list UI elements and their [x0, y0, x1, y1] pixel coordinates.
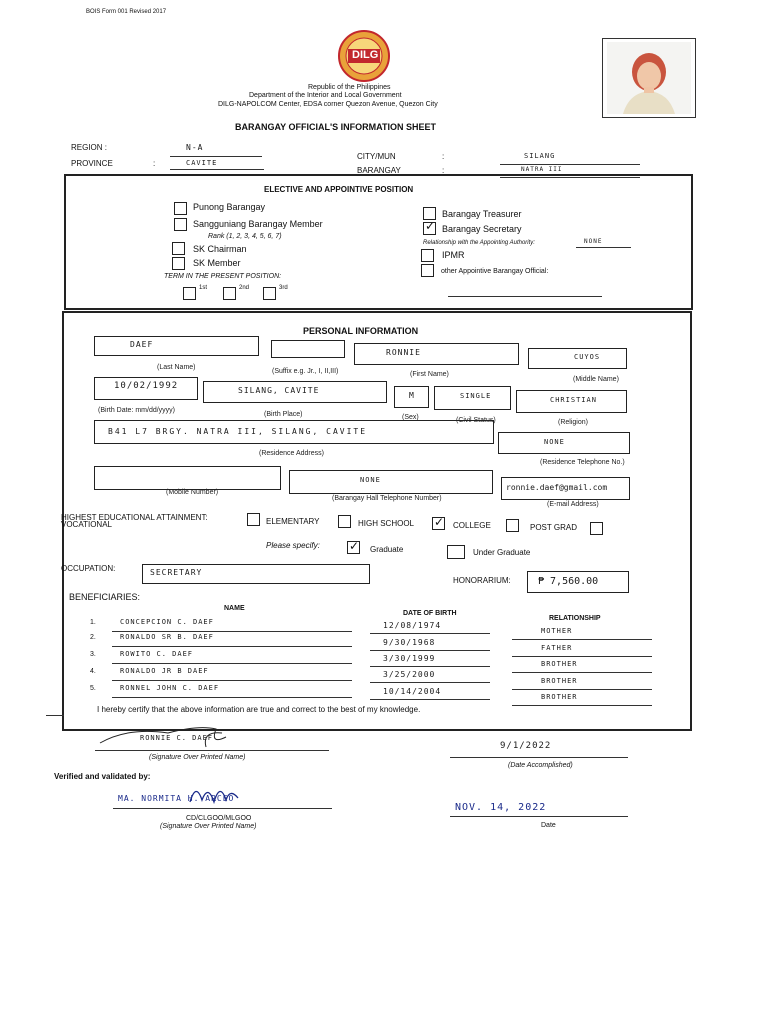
religion-label: (Religion) [558, 419, 588, 426]
sangguniang-label: Sangguniang Barangay Member [193, 219, 323, 229]
beneficiary-relationship: MOTHER [541, 627, 573, 635]
position-title: ELECTIVE AND APPOINTIVE POSITION [264, 185, 414, 194]
beneficiary-number: 4. [90, 668, 96, 675]
last-name-input[interactable] [94, 336, 259, 356]
mobile-label: (Mobile Number) [166, 489, 219, 496]
term-2-checkbox[interactable] [223, 287, 236, 300]
middle-name-label: (Middle Name) [573, 376, 619, 383]
first-name-value: RONNIE [386, 348, 421, 357]
birth-date-label: (Birth Date: mm/dd/yyyy) [98, 407, 176, 414]
province-label: PROVINCE [71, 159, 113, 168]
barangay-value[interactable]: NATRA III [521, 166, 563, 173]
term-3-checkbox[interactable] [263, 287, 276, 300]
beneficiaries-label: BENEFICIARIES: [69, 592, 141, 602]
beneficiary-number: 1. [90, 619, 96, 626]
applicant-printed-name: RONNIE C. DAEF [140, 734, 214, 742]
region-label: REGION : [71, 143, 108, 152]
beneficiary-number: 3. [90, 651, 96, 658]
high-school-checkbox[interactable] [338, 515, 351, 528]
civil-status-label: (Civil Status) [456, 417, 496, 424]
sk-member-label: SK Member [193, 258, 241, 268]
birth-date-value: 10/02/1992 [114, 381, 179, 391]
hall-phone-value: NONE [360, 476, 381, 484]
verifier-title: CD/CLGOO/MLGOO [186, 815, 252, 822]
verify-date-line [450, 816, 628, 817]
beneficiary-dob-line [370, 682, 490, 683]
sex-label: (Sex) [402, 414, 419, 421]
beneficiary-name: RONNEL JOHN C. DAEF [120, 684, 220, 692]
please-specify-label: Please specify: [266, 541, 320, 550]
beneficiary-relationship-line [512, 672, 652, 673]
beneficiary-number: 5. [90, 685, 96, 692]
middle-name-value: CUYOS [574, 353, 601, 361]
sangguniang-checkbox[interactable] [174, 218, 187, 231]
left-rule [46, 715, 64, 716]
beneficiary-dob-line [370, 666, 490, 667]
secretary-check-mark: ✓ [425, 219, 436, 233]
religion-value: CHRISTIAN [550, 396, 597, 404]
beneficiary-name: CONCEPCION C. DAEF [120, 618, 214, 626]
other-line [448, 296, 602, 297]
page-title: BARANGAY OFFICIAL'S INFORMATION SHEET [235, 122, 436, 132]
beneficiary-relationship-line [512, 639, 652, 640]
suffix-input[interactable] [271, 340, 345, 358]
form-code: BOIS Form 001 Revised 2017 [86, 9, 167, 15]
region-value[interactable]: N-A [186, 143, 204, 152]
relationship-line [576, 247, 631, 248]
beneficiary-number: 2. [90, 634, 96, 641]
region-line [170, 156, 262, 157]
occupation-value: SECRETARY [150, 568, 203, 577]
other-checkbox[interactable] [421, 264, 434, 277]
college-check-mark: ✓ [434, 515, 445, 529]
email-value: ronnie.daef@gmail.com [506, 483, 608, 492]
vocational-label: VOCATIONAL [61, 520, 112, 529]
province-colon: : [153, 159, 156, 168]
beneficiary-name-line [112, 631, 352, 632]
vocational-checkbox[interactable] [590, 522, 603, 535]
punong-checkbox[interactable] [174, 202, 187, 215]
date-accomplished-value[interactable]: 9/1/2022 [500, 741, 552, 751]
post-grad-checkbox[interactable] [506, 519, 519, 532]
honorarium-value: ₱ 7,560.00 [538, 576, 599, 587]
sk-chairman-checkbox[interactable] [172, 242, 185, 255]
secretary-label: Barangay Secretary [442, 224, 522, 234]
province-value[interactable]: CAVITE [186, 159, 218, 167]
sk-member-checkbox[interactable] [172, 257, 185, 270]
term-label: TERM IN THE PRESENT POSITION: [164, 273, 282, 280]
high-school-label: HIGH SCHOOL [358, 519, 415, 528]
first-name-input[interactable] [354, 343, 519, 365]
city-label: CITY/MUN [357, 152, 396, 161]
ipmr-label: IPMR [442, 250, 465, 260]
logo-text: DILG [352, 49, 379, 61]
education-label: HIGHEST EDUCATIONAL ATTAINMENT: [61, 513, 208, 522]
beneficiary-relationship: BROTHER [541, 660, 578, 668]
last-name-value: DAEF [130, 340, 154, 349]
email-label: (E-mail Address) [547, 501, 599, 508]
verify-date-label: Date [541, 822, 556, 829]
residence-phone-label: (Residence Telephone No.) [540, 459, 625, 466]
beneficiary-relationship: BROTHER [541, 693, 578, 701]
relationship-label: Relationship with the Appointing Authority: [423, 240, 535, 246]
beneficiary-relationship-line [512, 705, 652, 706]
certify-text: I hereby certify that the above information are true and correct to the best of my knowledge. [97, 705, 421, 714]
suffix-label: (Suffix e.g. Jr., I, II,III) [272, 368, 339, 375]
beneficiary-relationship: BROTHER [541, 677, 578, 685]
id-photo [602, 38, 696, 118]
elementary-checkbox[interactable] [247, 513, 260, 526]
dilg-logo [331, 30, 397, 84]
first-name-label: (First Name) [410, 371, 449, 378]
beneficiary-dob-line [370, 650, 490, 651]
beneficiary-relationship-line [512, 656, 652, 657]
under-graduate-checkbox[interactable] [447, 545, 465, 559]
beneficiary-name-line [112, 646, 352, 647]
term-3-label: 3rd [279, 285, 288, 291]
personal-title: PERSONAL INFORMATION [303, 326, 419, 336]
occupation-label: OCCUPATION: [61, 564, 116, 573]
term-1-checkbox[interactable] [183, 287, 196, 300]
barangay-label: BARANGAY [357, 166, 401, 175]
date-accomplished-label: (Date Accomplished) [508, 762, 573, 769]
residence-address-label: (Residence Address) [259, 450, 324, 457]
date-accomplished-line [450, 757, 628, 758]
beneficiary-dob: 3/30/1999 [383, 654, 436, 663]
relationship-value[interactable]: NONE [584, 238, 603, 245]
last-name-label: (Last Name) [157, 364, 196, 371]
verified-label: Verified and validated by: [54, 772, 151, 781]
punong-label: Punong Barangay [193, 202, 266, 212]
birth-place-label: (Birth Place) [264, 411, 303, 418]
mobile-input[interactable] [94, 466, 281, 490]
city-colon: : [442, 152, 445, 161]
city-value[interactable]: SILANG [524, 152, 556, 160]
beneficiary-name-line [112, 697, 352, 698]
graduate-label: Graduate [370, 545, 404, 554]
beneficiary-relationship-line [512, 689, 652, 690]
hall-phone-label: (Barangay Hall Telephone Number) [332, 495, 442, 502]
header-line-1: Republic of the Philippines [308, 84, 391, 91]
under-graduate-label: Under Graduate [473, 548, 531, 557]
barangay-colon: : [442, 166, 445, 175]
applicant-signature-label: (Signature Over Printed Name) [149, 754, 246, 761]
sex-value: M [409, 391, 415, 400]
rank-label: Rank (1, 2, 3, 4, 5, 6, 7) [208, 233, 282, 240]
col-rel-header: RELATIONSHIP [549, 615, 601, 622]
residence-address-value: B41 L7 BRGY. NATRA III, SILANG, CAVITE [108, 427, 368, 436]
other-label: other Appointive Barangay Official: [441, 268, 549, 275]
beneficiary-dob: 10/14/2004 [383, 687, 442, 696]
verifier-signature-line [113, 808, 332, 809]
post-grad-label: POST GRAD [530, 523, 577, 532]
treasurer-label: Barangay Treasurer [442, 209, 522, 219]
beneficiary-name-line [112, 680, 352, 681]
elementary-label: ELEMENTARY [266, 517, 320, 526]
city-line [500, 164, 640, 165]
header-line-2: Department of the Interior and Local Government [249, 92, 402, 99]
beneficiary-dob: 3/25/2000 [383, 670, 436, 679]
birth-place-value: SILANG, CAVITE [238, 386, 320, 395]
graduate-check-mark: ✓ [349, 539, 360, 553]
beneficiary-name-line [112, 663, 352, 664]
verifier-name: MA. NORMITA H. ARCEO [118, 794, 235, 803]
verifier-signature-label: (Signature Over Printed Name) [160, 823, 257, 830]
beneficiary-relationship: FATHER [541, 644, 573, 652]
residence-phone-value: NONE [544, 438, 565, 446]
hall-phone-input[interactable] [289, 470, 493, 494]
header-line-3: DILG-NAPOLCOM Center, EDSA corner Quezon Avenue, Quezon City [218, 101, 438, 108]
college-label: COLLEGE [453, 521, 491, 530]
term-1-label: 1st [199, 285, 208, 291]
beneficiary-dob-line [370, 633, 490, 634]
civil-status-value: SINGLE [460, 392, 492, 400]
beneficiary-name: RONALDO SR B. DAEF [120, 633, 214, 641]
province-line [170, 169, 264, 170]
term-2-label: 2nd [239, 285, 250, 291]
honorarium-label: HONORARIUM: [453, 576, 511, 585]
beneficiary-name: ROWITO C. DAEF [120, 650, 194, 658]
beneficiary-name: RONALDO JR B DAEF [120, 667, 209, 675]
beneficiary-dob: 12/08/1974 [383, 621, 442, 630]
applicant-signature-line [95, 750, 329, 751]
col-dob-header: DATE OF BIRTH [403, 610, 457, 617]
col-name-header: NAME [224, 605, 245, 612]
verify-date-value[interactable]: NOV. 14, 2022 [455, 802, 547, 813]
beneficiary-dob-line [370, 699, 490, 700]
beneficiary-dob: 9/30/1968 [383, 638, 436, 647]
ipmr-checkbox[interactable] [421, 249, 434, 262]
sk-chairman-label: SK Chairman [193, 244, 247, 254]
